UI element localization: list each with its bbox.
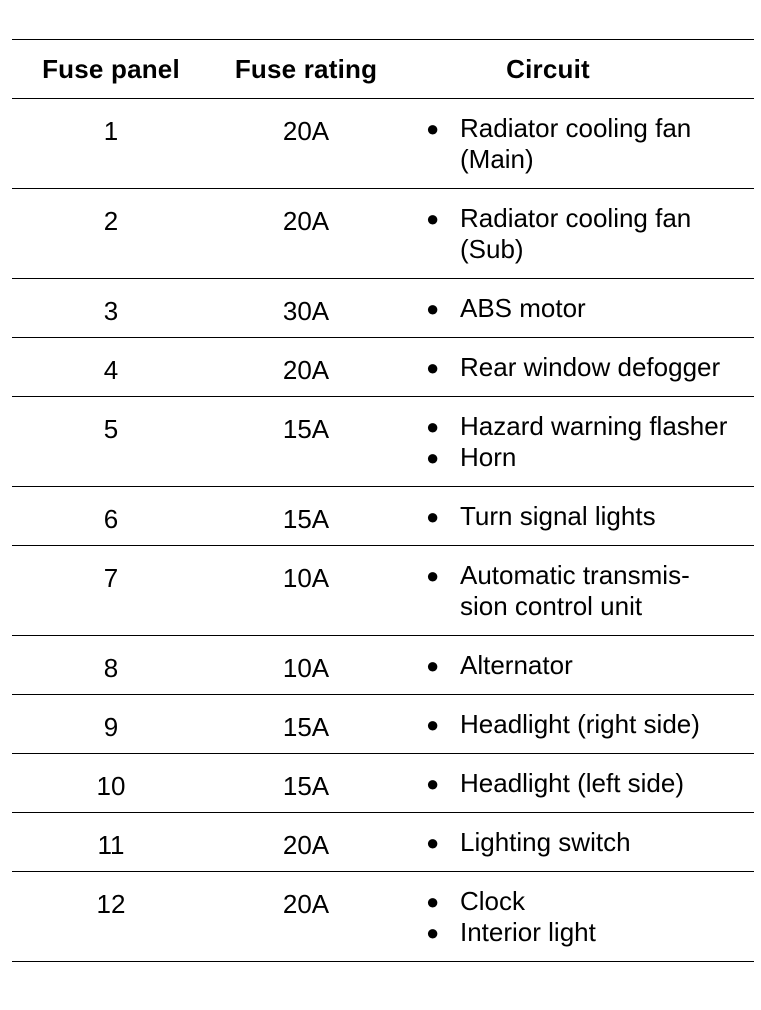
circuit-item	[402, 203, 754, 265]
circuit-list	[402, 397, 754, 486]
circuit-label: ABS motor	[460, 293, 586, 323]
bullet-icon: ●	[426, 206, 440, 231]
bullet-icon: ●	[426, 830, 440, 855]
table-row	[12, 695, 754, 754]
table-row	[12, 487, 754, 546]
circuit-cell	[402, 813, 754, 872]
circuit-label: Alternator	[460, 650, 573, 680]
bullet-icon: ●	[426, 296, 440, 321]
circuit-label: Radiator cooling fan (Sub)	[460, 203, 692, 264]
table-header-row	[12, 40, 754, 99]
fuse-rating-value: 15A	[210, 487, 402, 546]
header-fuse-panel: Fuse panel	[12, 40, 210, 99]
circuit-item	[402, 411, 754, 442]
circuit-label: Horn	[460, 442, 517, 472]
bullet-icon: ●	[426, 504, 440, 529]
fuse-rating-value: 10A	[210, 636, 402, 695]
table-body	[12, 99, 754, 962]
table-row	[12, 189, 754, 279]
circuit-cell	[402, 754, 754, 813]
circuit-list	[402, 487, 754, 545]
circuit-list	[402, 279, 754, 337]
circuit-cell	[402, 338, 754, 397]
circuit-list	[402, 338, 754, 396]
circuit-item	[402, 501, 754, 532]
circuit-list	[402, 99, 754, 188]
bullet-icon: ●	[426, 116, 440, 141]
circuit-item	[402, 442, 754, 473]
circuit-list	[402, 695, 754, 753]
table-row	[12, 754, 754, 813]
circuit-cell	[402, 546, 754, 636]
fuse-panel-number: 6	[12, 487, 210, 546]
fuse-panel-number: 4	[12, 338, 210, 397]
table-row	[12, 99, 754, 189]
table-row	[12, 872, 754, 962]
bullet-icon: ●	[426, 563, 440, 588]
fuse-panel-number: 5	[12, 397, 210, 487]
fuse-panel-number: 11	[12, 813, 210, 872]
circuit-cell	[402, 279, 754, 338]
circuit-item	[402, 709, 754, 740]
circuit-item	[402, 560, 754, 622]
circuit-label: Automatic transmis- sion control unit	[460, 560, 690, 621]
circuit-list	[402, 813, 754, 871]
circuit-cell	[402, 487, 754, 546]
circuit-cell	[402, 189, 754, 279]
circuit-item	[402, 827, 754, 858]
fuse-panel-number: 9	[12, 695, 210, 754]
table-row	[12, 636, 754, 695]
circuit-item	[402, 917, 754, 948]
circuit-item	[402, 113, 754, 175]
table-row	[12, 813, 754, 872]
table-row	[12, 338, 754, 397]
fuse-panel-number: 10	[12, 754, 210, 813]
bullet-icon: ●	[426, 414, 440, 439]
circuit-item	[402, 293, 754, 324]
circuit-list	[402, 636, 754, 694]
fuse-panel-number: 1	[12, 99, 210, 189]
fuse-rating-value: 15A	[210, 695, 402, 754]
header-circuit: Circuit	[402, 40, 754, 99]
table-row	[12, 279, 754, 338]
fuse-rating-value: 15A	[210, 754, 402, 813]
circuit-label: Headlight (right side)	[460, 709, 700, 739]
fuse-panel-number: 8	[12, 636, 210, 695]
circuit-cell	[402, 99, 754, 189]
fuse-rating-value: 30A	[210, 279, 402, 338]
circuit-label: Radiator cooling fan (Main)	[460, 113, 692, 174]
bullet-icon: ●	[426, 920, 440, 945]
bullet-icon: ●	[426, 771, 440, 796]
circuit-list	[402, 546, 754, 635]
bullet-icon: ●	[426, 889, 440, 914]
circuit-item	[402, 352, 754, 383]
table-row	[12, 546, 754, 636]
bullet-icon: ●	[426, 445, 440, 470]
fuse-panel-number: 12	[12, 872, 210, 962]
fuse-rating-value: 15A	[210, 397, 402, 487]
bullet-icon: ●	[426, 355, 440, 380]
circuit-cell	[402, 397, 754, 487]
circuit-cell	[402, 636, 754, 695]
bullet-icon: ●	[426, 653, 440, 678]
header-fuse-rating: Fuse rating	[210, 40, 402, 99]
circuit-label: Turn signal lights	[460, 501, 656, 531]
circuit-label: Hazard warning flasher	[460, 411, 728, 441]
circuit-label: Rear window defogger	[460, 352, 721, 382]
fuse-table	[12, 39, 754, 962]
circuit-cell	[402, 872, 754, 962]
circuit-cell	[402, 695, 754, 754]
circuit-label: Interior light	[460, 917, 596, 947]
fuse-rating-value: 10A	[210, 546, 402, 636]
fuse-panel-number: 3	[12, 279, 210, 338]
circuit-item	[402, 650, 754, 681]
fuse-rating-value: 20A	[210, 338, 402, 397]
circuit-label: Lighting switch	[460, 827, 631, 857]
circuit-label: Headlight (left side)	[460, 768, 684, 798]
fuse-panel-number: 7	[12, 546, 210, 636]
circuit-label: Clock	[460, 886, 526, 916]
fuse-rating-value: 20A	[210, 189, 402, 279]
circuit-item	[402, 886, 754, 917]
bullet-icon: ●	[426, 712, 440, 737]
circuit-list	[402, 189, 754, 278]
circuit-item	[402, 768, 754, 799]
circuit-list	[402, 872, 754, 961]
fuse-panel-number: 2	[12, 189, 210, 279]
fuse-rating-value: 20A	[210, 872, 402, 962]
fuse-rating-value: 20A	[210, 813, 402, 872]
fuse-rating-value: 20A	[210, 99, 402, 189]
table-row	[12, 397, 754, 487]
circuit-list	[402, 754, 754, 812]
